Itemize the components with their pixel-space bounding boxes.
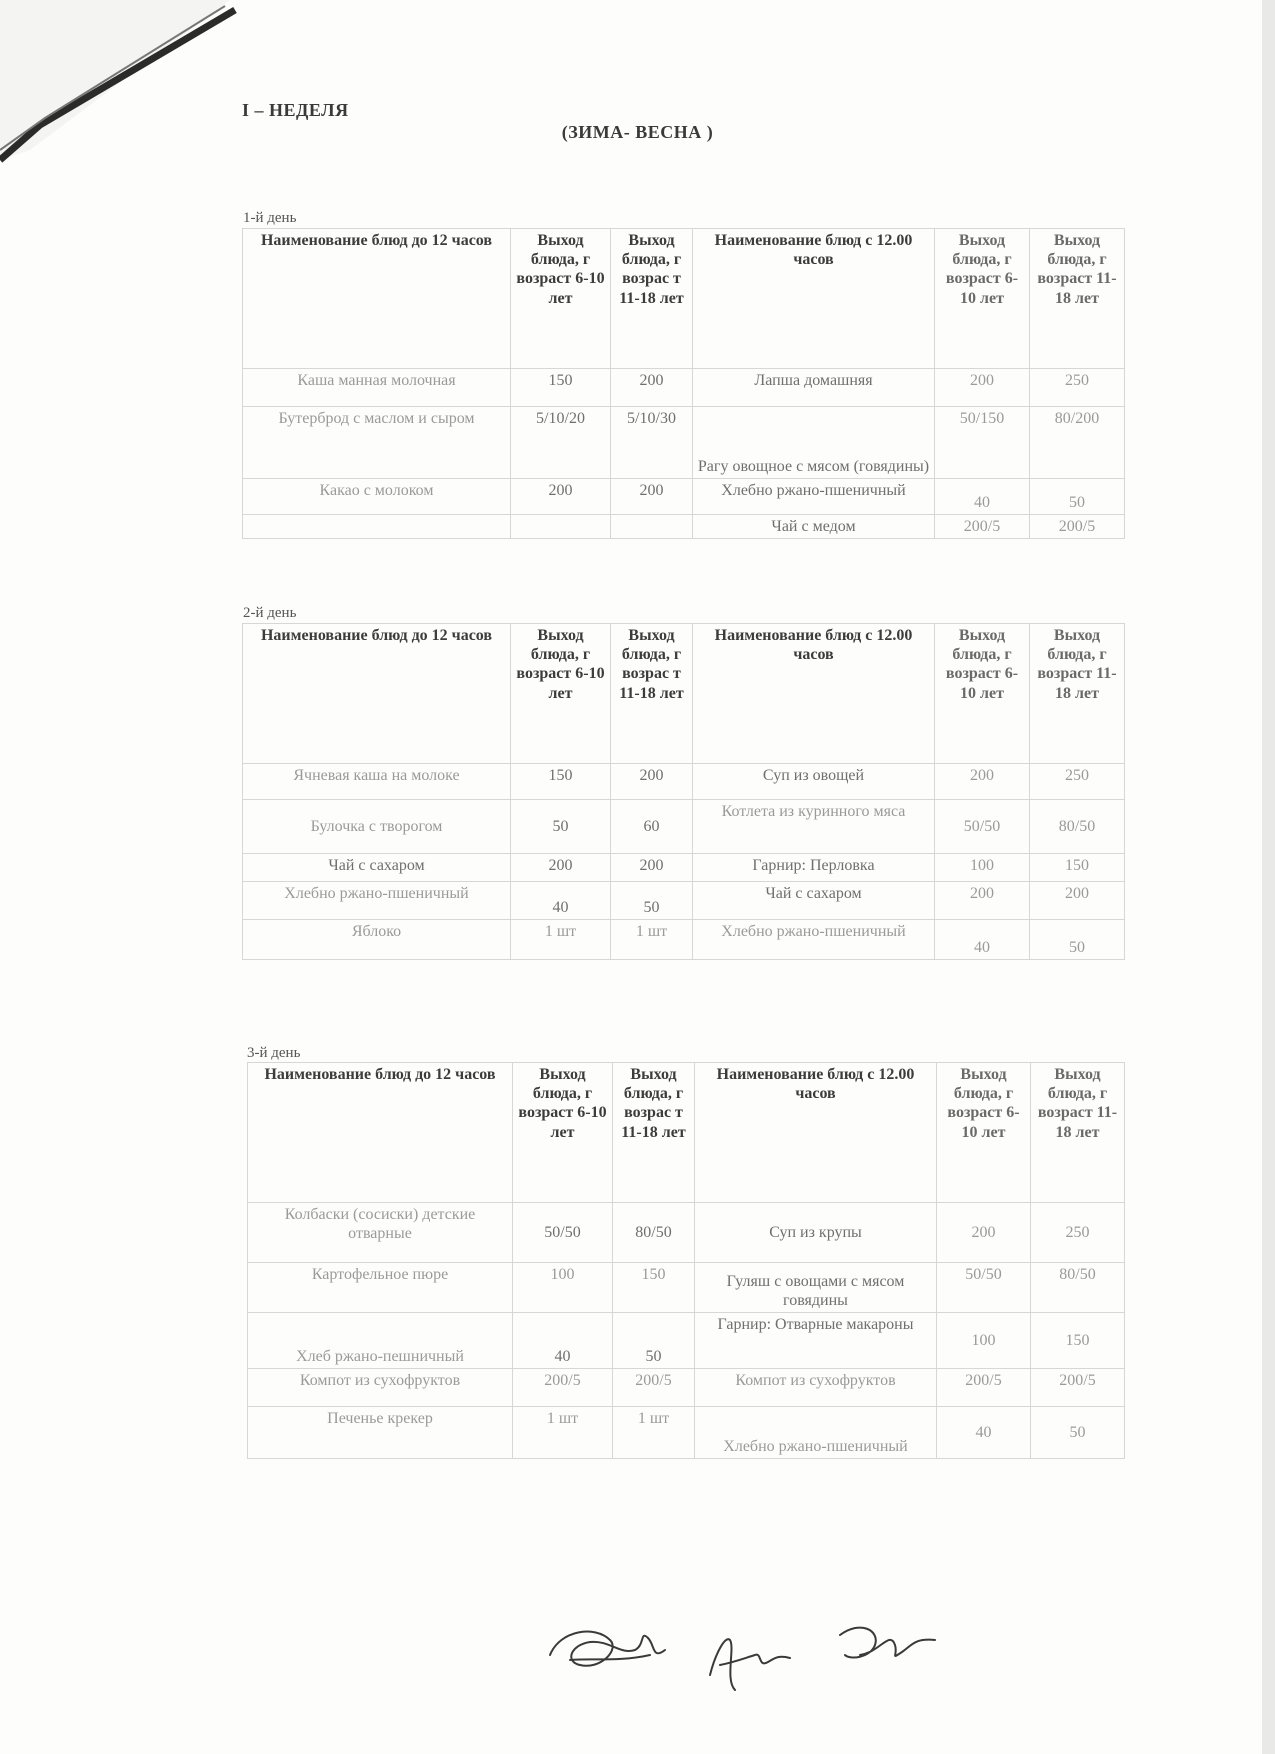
week-title: I – НЕДЕЛЯ — [242, 100, 349, 120]
dish-before: Компот из сухофруктов — [248, 1369, 513, 1407]
table-header-row — [248, 1063, 1125, 1203]
dish-before: Хлеб ржано-пешничный — [248, 1313, 513, 1369]
yield-after-11-18: 80/50 — [1031, 1263, 1125, 1313]
table-row — [243, 800, 1125, 854]
yield-after-6-10: 200 — [935, 764, 1030, 800]
dish-before: Каша манная молочная — [243, 369, 511, 407]
dish-after: Суп из овощей — [693, 764, 935, 800]
yield-after-11-18: 150 — [1030, 854, 1125, 882]
yield-after-11-18: 250 — [1030, 764, 1125, 800]
table-row — [243, 407, 1125, 479]
dish-before: Бутерброд с маслом и сыром — [243, 407, 511, 479]
header-yield-6-10: Выход блюда, г возраст 6-10 лет — [511, 229, 611, 369]
header-dish-before: Наименование блюд до 12 часов — [248, 1063, 513, 1203]
yield-after-11-18: 250 — [1031, 1203, 1125, 1263]
day-2-title: 2-й день — [243, 605, 297, 621]
season-title: (ЗИМА- ВЕСНА ) — [561, 122, 714, 142]
day-2-menu-table — [242, 623, 1125, 960]
yield-6-10: 100 — [513, 1263, 613, 1313]
yield-after-6-10: 200/5 — [935, 515, 1030, 539]
yield-6-10: 1 шт — [513, 1407, 613, 1459]
yield-6-10: 200 — [511, 479, 611, 515]
table-row — [248, 1369, 1125, 1407]
yield-after-11-18: 80/50 — [1030, 800, 1125, 854]
dish-after: Хлебно ржано-пшеничный — [695, 1407, 937, 1459]
day-1-menu-table — [242, 228, 1125, 539]
yield-after-11-18: 200/5 — [1031, 1369, 1125, 1407]
table-row — [248, 1203, 1125, 1263]
table-row — [243, 479, 1125, 515]
header-dish-after: Наименование блюд с 12.00 часов — [693, 624, 935, 764]
header-yield-after-6-10: Выход блюда, г возраст 6-10 лет — [937, 1063, 1031, 1203]
yield-11-18: 50 — [611, 882, 693, 920]
yield-6-10: 50 — [511, 800, 611, 854]
dish-after: Хлебно ржано-пшеничный — [693, 920, 935, 960]
yield-11-18: 200 — [611, 764, 693, 800]
yield-after-6-10: 200 — [937, 1203, 1031, 1263]
yield-after-11-18: 50 — [1030, 920, 1125, 960]
dish-after: Лапша домашняя — [693, 369, 935, 407]
dish-after: Котлета из куринного мяса — [693, 800, 935, 854]
dish-before: Печенье крекер — [248, 1407, 513, 1459]
table-row — [243, 369, 1125, 407]
table-row — [248, 1407, 1125, 1459]
yield-6-10: 40 — [511, 882, 611, 920]
table-row — [243, 515, 1125, 539]
header-yield-11-18: Выход блюда, г возрас т 11-18 лет — [611, 229, 693, 369]
header-dish-after: Наименование блюд с 12.00 часов — [693, 229, 935, 369]
yield-after-11-18: 200 — [1030, 882, 1125, 920]
yield-after-6-10: 200/5 — [937, 1369, 1031, 1407]
header-dish-before: Наименование блюд до 12 часов — [243, 229, 511, 369]
header-dish-after: Наименование блюд с 12.00 часов — [695, 1063, 937, 1203]
dish-after: Хлебно ржано-пшеничный — [693, 479, 935, 515]
day-3-title: 3-й день — [247, 1045, 301, 1061]
yield-6-10: 150 — [511, 764, 611, 800]
yield-11-18: 50 — [613, 1313, 695, 1369]
dish-after: Гарнир: Отварные макароны — [695, 1313, 937, 1369]
yield-11-18: 1 шт — [611, 920, 693, 960]
yield-11-18: 200 — [611, 479, 693, 515]
yield-after-6-10: 50/50 — [935, 800, 1030, 854]
yield-11-18: 200 — [611, 369, 693, 407]
yield-6-10: 50/50 — [513, 1203, 613, 1263]
dish-after: Чай с медом — [693, 515, 935, 539]
header-yield-after-11-18: Выход блюда, г возраст 11-18 лет — [1030, 229, 1125, 369]
header-yield-after-6-10: Выход блюда, г возраст 6-10 лет — [935, 624, 1030, 764]
yield-6-10: 200/5 — [513, 1369, 613, 1407]
table-row — [243, 764, 1125, 800]
table-row — [243, 920, 1125, 960]
yield-after-6-10: 40 — [935, 479, 1030, 515]
day-3-menu-table — [247, 1062, 1125, 1459]
yield-6-10: 150 — [511, 369, 611, 407]
yield-after-6-10: 100 — [937, 1313, 1031, 1369]
day-1-title: 1-й день — [243, 210, 297, 226]
header-dish-before: Наименование блюд до 12 часов — [243, 624, 511, 764]
table-row — [248, 1263, 1125, 1313]
dish-after: Рагу овощное с мясом (говядины) — [693, 407, 935, 479]
dish-after: Суп из крупы — [695, 1203, 937, 1263]
yield-11-18: 200 — [611, 854, 693, 882]
yield-after-11-18: 80/200 — [1030, 407, 1125, 479]
table-row — [243, 854, 1125, 882]
yield-11-18: 5/10/30 — [611, 407, 693, 479]
handwritten-signatures — [540, 1600, 980, 1710]
yield-6-10: 200 — [511, 854, 611, 882]
dish-before: Ячневая каша на молоке — [243, 764, 511, 800]
yield-after-11-18: 50 — [1030, 479, 1125, 515]
header-yield-6-10: Выход блюда, г возраст 6-10 лет — [511, 624, 611, 764]
header-yield-11-18: Выход блюда, г возрас т 11-18 лет — [611, 624, 693, 764]
dish-after: Компот из сухофруктов — [695, 1369, 937, 1407]
table-header-row — [243, 229, 1125, 369]
yield-11-18 — [611, 515, 693, 539]
yield-after-11-18: 200/5 — [1030, 515, 1125, 539]
dish-before: Булочка с творогом — [243, 800, 511, 854]
header-yield-after-6-10: Выход блюда, г возраст 6-10 лет — [935, 229, 1030, 369]
yield-after-11-18: 150 — [1031, 1313, 1125, 1369]
yield-after-6-10: 100 — [935, 854, 1030, 882]
header-yield-6-10: Выход блюда, г возраст 6-10 лет — [513, 1063, 613, 1203]
yield-6-10: 40 — [513, 1313, 613, 1369]
dish-before: Чай с сахаром — [243, 854, 511, 882]
yield-11-18: 150 — [613, 1263, 695, 1313]
yield-11-18: 1 шт — [613, 1407, 695, 1459]
yield-after-6-10: 40 — [937, 1407, 1031, 1459]
dish-after: Чай с сахаром — [693, 882, 935, 920]
dish-after: Гарнир: Перловка — [693, 854, 935, 882]
dish-before: Хлебно ржано-пшеничный — [243, 882, 511, 920]
yield-after-11-18: 250 — [1030, 369, 1125, 407]
dish-before — [243, 515, 511, 539]
yield-after-6-10: 40 — [935, 920, 1030, 960]
header-yield-after-11-18: Выход блюда, г возраст 11-18 лет — [1031, 1063, 1125, 1203]
yield-after-11-18: 50 — [1031, 1407, 1125, 1459]
yield-11-18: 200/5 — [613, 1369, 695, 1407]
dish-before: Какао с молоком — [243, 479, 511, 515]
yield-6-10 — [511, 515, 611, 539]
yield-after-6-10: 200 — [935, 882, 1030, 920]
yield-6-10: 5/10/20 — [511, 407, 611, 479]
yield-11-18: 60 — [611, 800, 693, 854]
yield-after-6-10: 50/50 — [937, 1263, 1031, 1313]
yield-6-10: 1 шт — [511, 920, 611, 960]
dish-before: Яблоко — [243, 920, 511, 960]
yield-11-18: 80/50 — [613, 1203, 695, 1263]
yield-after-6-10: 200 — [935, 369, 1030, 407]
dish-after: Гуляш с овощами с мясом говядины — [695, 1263, 937, 1313]
header-yield-11-18: Выход блюда, г возрас т 11-18 лет — [613, 1063, 695, 1203]
yield-after-6-10: 50/150 — [935, 407, 1030, 479]
dish-before: Колбаски (сосиски) детские отварные — [248, 1203, 513, 1263]
dish-before: Картофельное пюре — [248, 1263, 513, 1313]
table-row — [243, 882, 1125, 920]
table-header-row — [243, 624, 1125, 764]
header-yield-after-11-18: Выход блюда, г возраст 11-18 лет — [1030, 624, 1125, 764]
table-row — [248, 1313, 1125, 1369]
